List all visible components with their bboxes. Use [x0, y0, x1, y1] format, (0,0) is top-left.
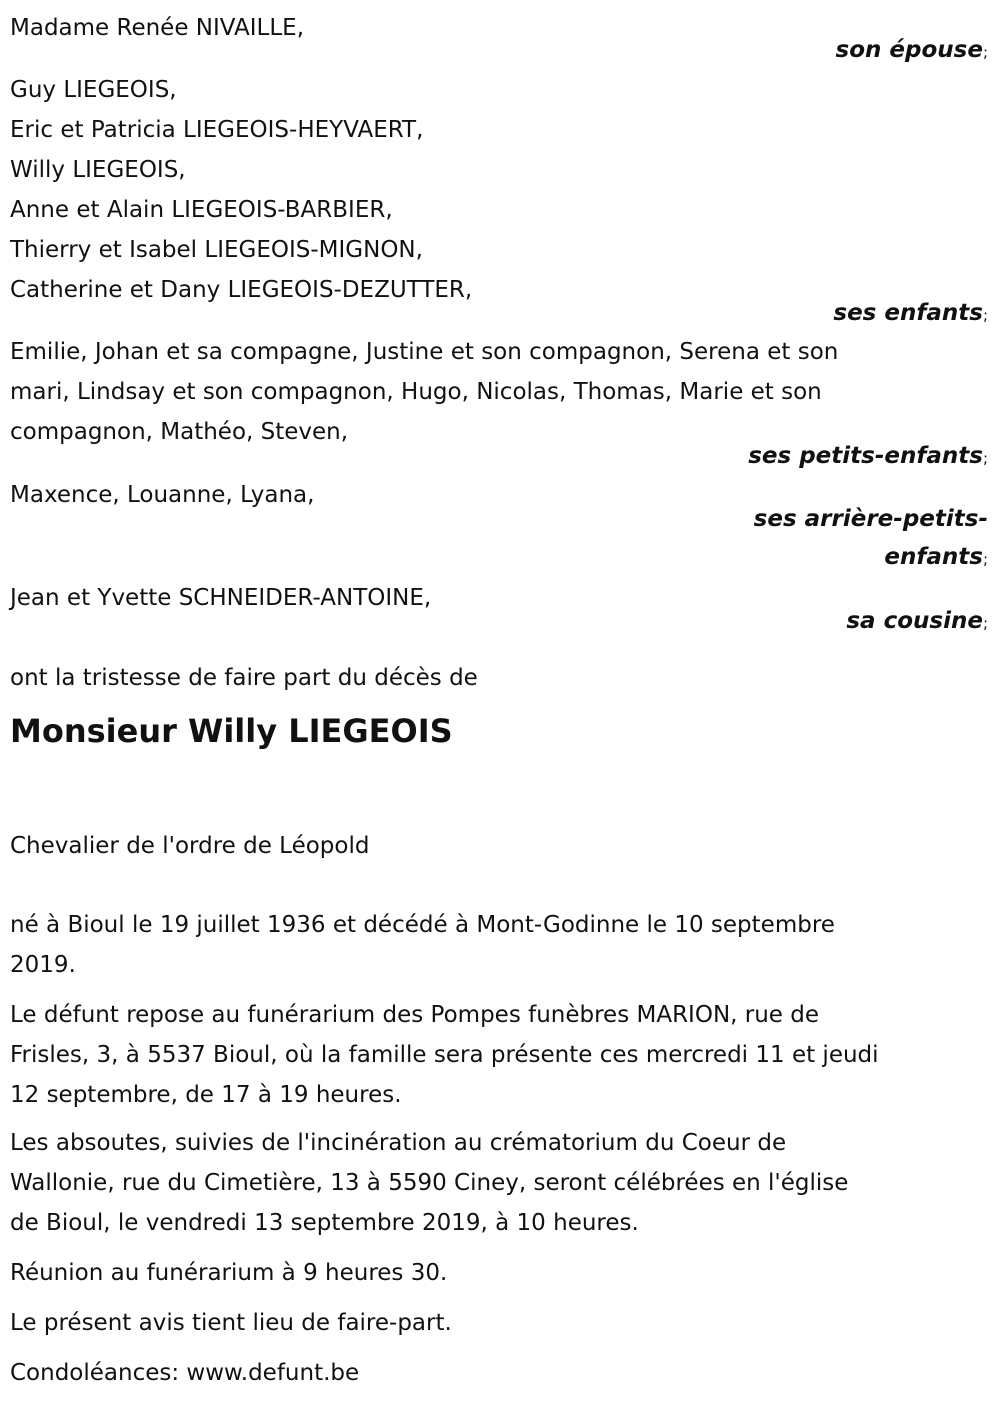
separator: ;: [982, 614, 988, 632]
relation-text: ses petits-enfants: [748, 443, 983, 469]
paragraph-line: né à Bioul le 19 juillet 1936 et décédé à Mont-Godinne le 10 septembre: [10, 912, 835, 938]
paragraph-line: Wallonie, rue du Cimetière, 13 à 5590 Ciney, seront célébrées en l'église: [10, 1170, 849, 1196]
paragraph-line: Les absoutes, suivies de l'incinération au crématorium du Coeur de: [10, 1130, 787, 1156]
relation-label: [833, 293, 988, 333]
paragraph-line: Frisles, 3, à 5537 Bioul, où la famille sera présente ces mercredi 11 et jeudi: [10, 1042, 879, 1068]
paragraph-line: Le présent avis tient lieu de faire-part.: [10, 1310, 452, 1336]
family-line: Emilie, Johan et sa compagne, Justine et son compagnon, Serena et son: [10, 339, 839, 365]
paragraph-line: 2019.: [10, 952, 76, 978]
family-line: mari, Lindsay et son compagnon, Hugo, Nicolas, Thomas, Marie et son: [10, 379, 822, 405]
relation-text: ses enfants: [833, 300, 983, 326]
paragraph-line: Le défunt repose au funérarium des Pompes funèbres MARION, rue de: [10, 1002, 820, 1028]
family-line: Madame Renée NIVAILLE,: [10, 15, 305, 41]
relation-text: son épouse: [835, 37, 983, 63]
family-line: Guy LIEGEOIS,: [10, 77, 177, 103]
separator: ;: [982, 306, 988, 324]
separator: ;: [982, 550, 988, 568]
family-line: Thierry et Isabel LIEGEOIS-MIGNON,: [10, 237, 423, 263]
condolences-line: Condoléances: www.defunt.be: [10, 1360, 360, 1386]
relation-text: enfants: [884, 544, 983, 570]
paragraph-line: de Bioul, le vendredi 13 septembre 2019, à 10 heures.: [10, 1210, 639, 1236]
announcement: ont la tristesse de faire part du décès de: [10, 665, 478, 691]
family-line: Anne et Alain LIEGEOIS-BARBIER,: [10, 197, 393, 223]
relation-label: [836, 30, 988, 70]
honor: Chevalier de l'ordre de Léopold: [10, 833, 370, 859]
family-line: Maxence, Louanne, Lyana,: [10, 482, 315, 508]
relation-label: [748, 436, 988, 476]
family-line: Eric et Patricia LIEGEOIS-HEYVAERT,: [10, 117, 424, 143]
family-line: Willy LIEGEOIS,: [10, 157, 186, 183]
relation-text: sa cousine: [846, 608, 983, 634]
relation-label: ses arrière-petits-: [753, 506, 988, 532]
separator: ;: [982, 43, 988, 61]
family-line: Catherine et Dany LIEGEOIS-DEZUTTER,: [10, 277, 473, 303]
relation-label: [846, 601, 988, 641]
paragraph-line: 12 septembre, de 17 à 19 heures.: [10, 1082, 402, 1108]
paragraph-line: Réunion au funérarium à 9 heures 30.: [10, 1260, 448, 1286]
deceased-name: Monsieur Willy LIEGEOIS: [10, 712, 453, 750]
family-line: compagnon, Mathéo, Steven,: [10, 419, 349, 445]
family-line: Jean et Yvette SCHNEIDER-ANTOINE,: [10, 585, 432, 611]
relation-label: [884, 537, 988, 577]
separator: ;: [982, 449, 988, 467]
